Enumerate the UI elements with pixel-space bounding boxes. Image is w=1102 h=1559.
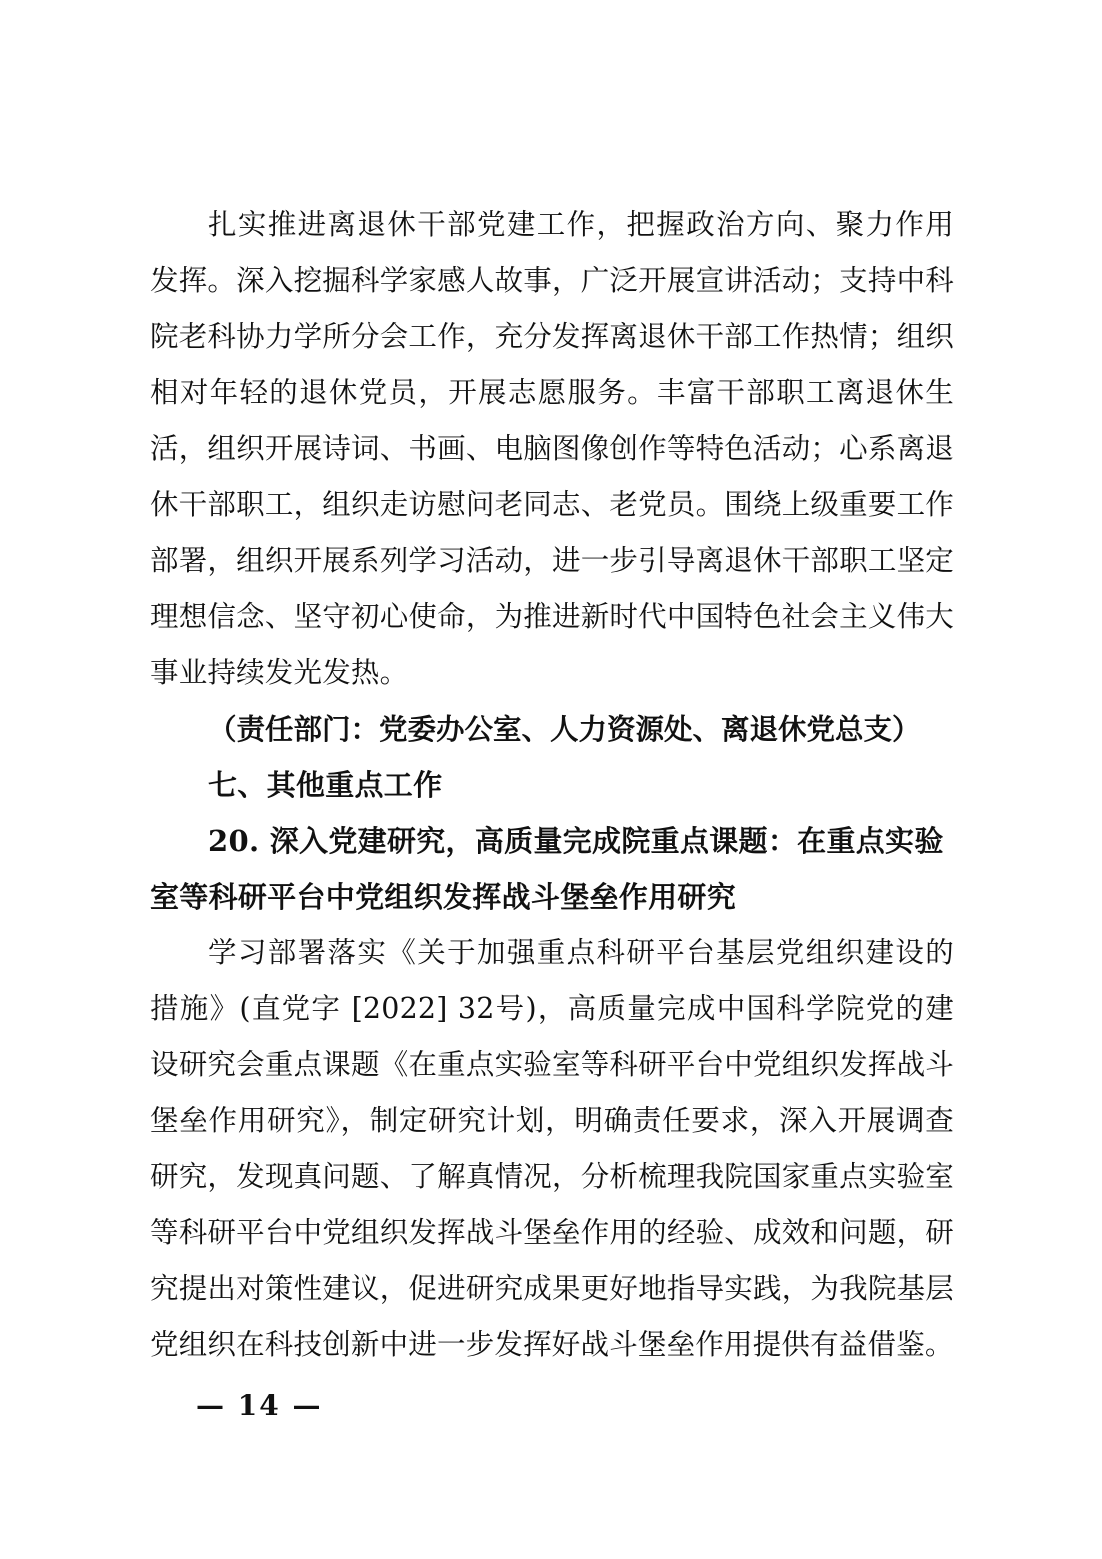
paragraph-retired-cadres-party-building: 扎实推进离退休干部党建工作，把握政治方向、聚力作用发挥。深入挖掘科学家感人故事，广泛开展宣讲活动；支持中科院老科协力学所分会工作，充分发挥离退休干部工作热情；组织相对年轻的退休党员，开展志愿服务。丰富干部职工离退休生活，组织开展诗词、书画、电脑图像创作等特色活动；心系离退休干部职工，组织走访慰问老同志、老党员。围绕上级重要工作部署，组织开展系列学习活动，进一步引导离退休干部职工坚定理想信念、坚守初心使命，为推进新时代中国特色社会主义伟大事业持续发光发热。: [150, 208, 954, 689]
responsibility-departments: （责任部门：党委办公室、人力资源处、离退休党总支）: [208, 712, 921, 746]
item-heading: 20. 深入党建研究，高质量完成院重点课题：在重点实验室等科研平台中党组织发挥战斗堡垒作用研究: [150, 824, 944, 914]
document-body: [150, 197, 954, 1373]
section-heading: 七、其他重点工作: [208, 768, 443, 802]
page-number: — 14 —: [196, 1389, 323, 1422]
paragraph-research-project: 学习部署落实《关于加强重点科研平台基层党组织建设的措施》(直党字 [2022] 32号)，高质量完成中国科学院党的建设研究会重点课题《在重点实验室等科研平台中党组织发挥战斗堡垒作用研究》，制定研究计划，明确责任要求，深入开展调查研究，发现真问题、了解真情况，分析梳理我院国家重点实验室等科研平台中党组织发挥战斗堡垒作用的经验、成效和问题，研究提出对策性建议，促进研究成果更好地指导实践，为我院基层党组织在科技创新中进一步发挥好战斗堡垒作用提供有益借鉴。: [150, 936, 954, 1361]
